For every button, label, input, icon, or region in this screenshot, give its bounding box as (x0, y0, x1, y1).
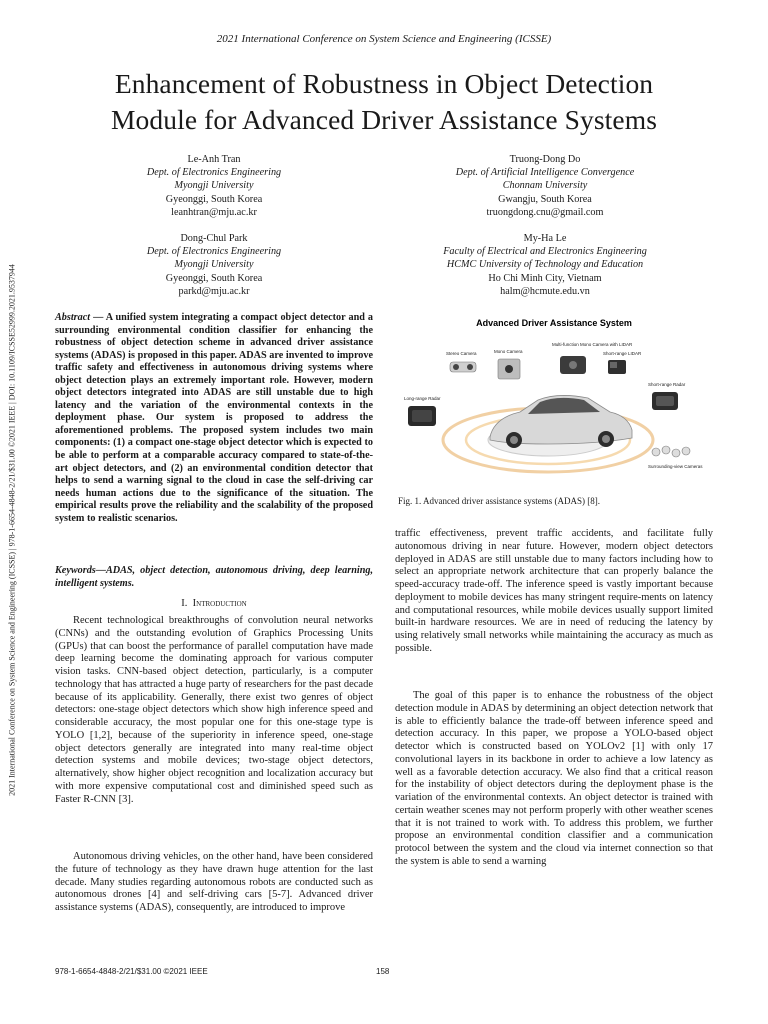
author-email: truongdong.cnu@gmail.com (486, 206, 604, 218)
author-univ: Chonnam University (502, 180, 588, 192)
author-name: Truong-Dong Do (509, 154, 581, 165)
author-block-4 (395, 232, 695, 298)
author-block-3 (64, 232, 364, 298)
author-location: Gyeonggi, South Korea (165, 193, 263, 205)
author-univ: Myongji University (174, 180, 254, 192)
label-surround-cameras: Surrounding-view Cameras (648, 464, 703, 469)
label-multi-function-camera: Multi-function Mono Camera with LIDAR (552, 342, 633, 347)
author-name: Dong-Chul Park (180, 233, 248, 244)
intro-paragraph-2: Autonomous driving vehicles, on the other hand, have been considered the future of technology as they have drawn huge attention for the last decade. Many studies regarding autonomous robots are conducted such as autonomous drones [4] and self-driving cars [5-7]. Advanced driver assistance systems (ADAS), consequently, are introduced to improve (55, 851, 373, 913)
conference-header: 2021 International Conference on System Science and Engineering (ICSSE) (216, 33, 552, 45)
right-paragraph-1: traffic effectiveness, prevent traffic accidents, and facilitate fully autonomous driving in near future. However, modern object detectors deployed in ADAS are still unstable due to many factors including how to select an appropriate network architecture that can properly balance the speed-accuracy trade-off. The inference speed is vastly important because deployment to mobile devices has many stringent require-ments on latency and computational resources, while mobile devices usually support limited built-in hardware resources. We are in need of reducing the latency by using relatively small networks while maintaining the accuracy as much as possible. (395, 528, 713, 654)
abstract-text: — A unified system integrating a compact object detector and a surrounding environmental condition classifier for enhancing the robustness of object detection scheme in advanced driver assistance systems (ADAS) is proposed in this paper. ADAS are invented to improve traffic safety and effectiveness in autonomous driving systems where object detection plays an extremely important role. However, modern object detectors integrated into ADAS are still unstable due to high latency and the variation of the environmental contexts in the deployment phase. Our system is proposed to address the aforementioned problems. The proposed system includes two main components: (1) a compact one-stage object detector which is expected to be able to perform at a comparable accuracy compared to state-of-the-art object detectors, and (2) an environmental condition detector that helps to send a warning signal to the cloud in case the self-driving car needs human actions due to the significance of the situation. The empirical results prove the reliability and the scalability of the proposed system to realistic scenarios. (55, 312, 373, 524)
author-location: Gwangju, South Korea (498, 193, 592, 205)
author-location: Ho Chi Minh City, Vietnam (488, 272, 602, 284)
author-dept: Faculty of Electrical and Electronics Engineering (443, 246, 647, 258)
author-block-2 (395, 153, 695, 219)
author-email: parkd@mju.ac.kr (178, 285, 250, 297)
figure-title: Advanced Driver Assistance System (476, 318, 632, 328)
author-block-1 (64, 153, 364, 219)
paper-title (20, 66, 748, 138)
car-illustration (490, 395, 632, 448)
page-number: 158 (376, 967, 390, 976)
author-dept: Dept. of Artificial Intelligence Convergence (455, 167, 635, 179)
title-line-1: Enhancement of Robustness in Object Detection (114, 68, 654, 99)
author-name: Le-Anh Tran (187, 154, 241, 165)
label-short-range-radar: Short-range Radar (648, 382, 686, 387)
label-long-range-radar: Long-range Radar (404, 396, 441, 401)
label-short-range-lidar: Short-range LIDAR (603, 351, 642, 356)
surround-cameras-icon (652, 446, 690, 457)
author-name: My-Ha Le (523, 233, 567, 244)
section-heading (55, 598, 373, 609)
label-mono-camera: Mono Camera (494, 349, 523, 354)
mono-camera-icon (498, 359, 520, 379)
abstract (55, 312, 373, 525)
figure-adas-illustration (398, 312, 710, 484)
keywords: Keywords—ADAS, object detection, autonomous driving, deep learning, intelligent systems. (55, 565, 373, 589)
label-stereo-camera: Stereo Camera (446, 351, 477, 356)
author-univ: Myongji University (174, 259, 254, 271)
author-location: Gyeonggi, South Korea (165, 272, 263, 284)
figure-caption: Fig. 1. Advanced driver assistance systems (ADAS) [8]. (398, 496, 600, 506)
doi-sidebar-text: 2021 International Conference on System Science and Engineering (ICSSE) | 978-1-6654-4848-2/21/$31.00 ©2021 IEEE | DOI: 10.1109/ICSSE52999.2021.9537944 (7, 264, 17, 796)
right-paragraph-2: The goal of this paper is to enhance the robustness of the object detection module in ADAS by determining an object detection network that is able to efficiently balance the trade-off between inference speed and detection accuracy. In this paper, we propose a YOLO-based object detector which is constructed based on YOLOv2 [1] with only 17 convolutional layers in its backbone in order to achieve a low latency as well as a favorable detection accuracy. We also find that a critical reason for the instability of object detectors during the deployment phase is the variation of the environmental contexts. An object detector is trained with certain weather scenes may not perform properly with other weather scenes that it is not trained to work with. To address this problem, we further propose an environmental condition classifier and a communication protocol between the system and the cloud via internet connection so that the system is able to send a warning (395, 690, 713, 867)
figure-adas (398, 312, 710, 484)
short-range-radar-icon (652, 392, 678, 410)
author-email: halm@hcmute.edu.vn (500, 285, 590, 297)
author-dept: Dept. of Electronics Engineering (146, 246, 282, 258)
title-line-2: Module for Advanced Driver Assistance Systems (111, 104, 657, 135)
intro-paragraph-1: Recent technological breakthroughs of convolution neural networks (CNNs) and the outstanding evolution of Graphics Processing Units (GPUs) that can boost the performance of parallel computation have made deep learning become the dominating approach for various computer vision tasks. CNN-based object detection, particularly, is a computer technology that has attracted a huge party of researchers for the past decade because of its applicability. Generally, there exist two genres of object detectors: one-stage object detectors which show high inference speed and considerable accuracy, the most popular one for this one-stage type is YOLO [1,2], because of the superiority in inference speed, one-stage object detectors generally are integrated into many real-time object detection systems and mobile devices; two-stage object detectors, alternatively, show higher object recognition and localization accuracy but with more expensive computational cost and diminished speed such as Faster R-CNN [3]. (55, 615, 373, 805)
author-univ: HCMC University of Technology and Education (446, 259, 644, 271)
multi-function-camera-icon (560, 356, 586, 374)
section-number: I. (181, 598, 188, 609)
footer-copyright: 978-1-6654-4848-2/21/$31.00 ©2021 IEEE (55, 967, 208, 976)
abstract-label: Abstract (55, 312, 91, 323)
section-title: Introduction (192, 598, 247, 609)
lidar-icon (608, 360, 626, 374)
author-email: leanhtran@mju.ac.kr (171, 206, 257, 218)
author-dept: Dept. of Electronics Engineering (146, 167, 282, 179)
stereo-camera-icon (450, 362, 476, 372)
long-range-radar-icon (408, 406, 436, 426)
